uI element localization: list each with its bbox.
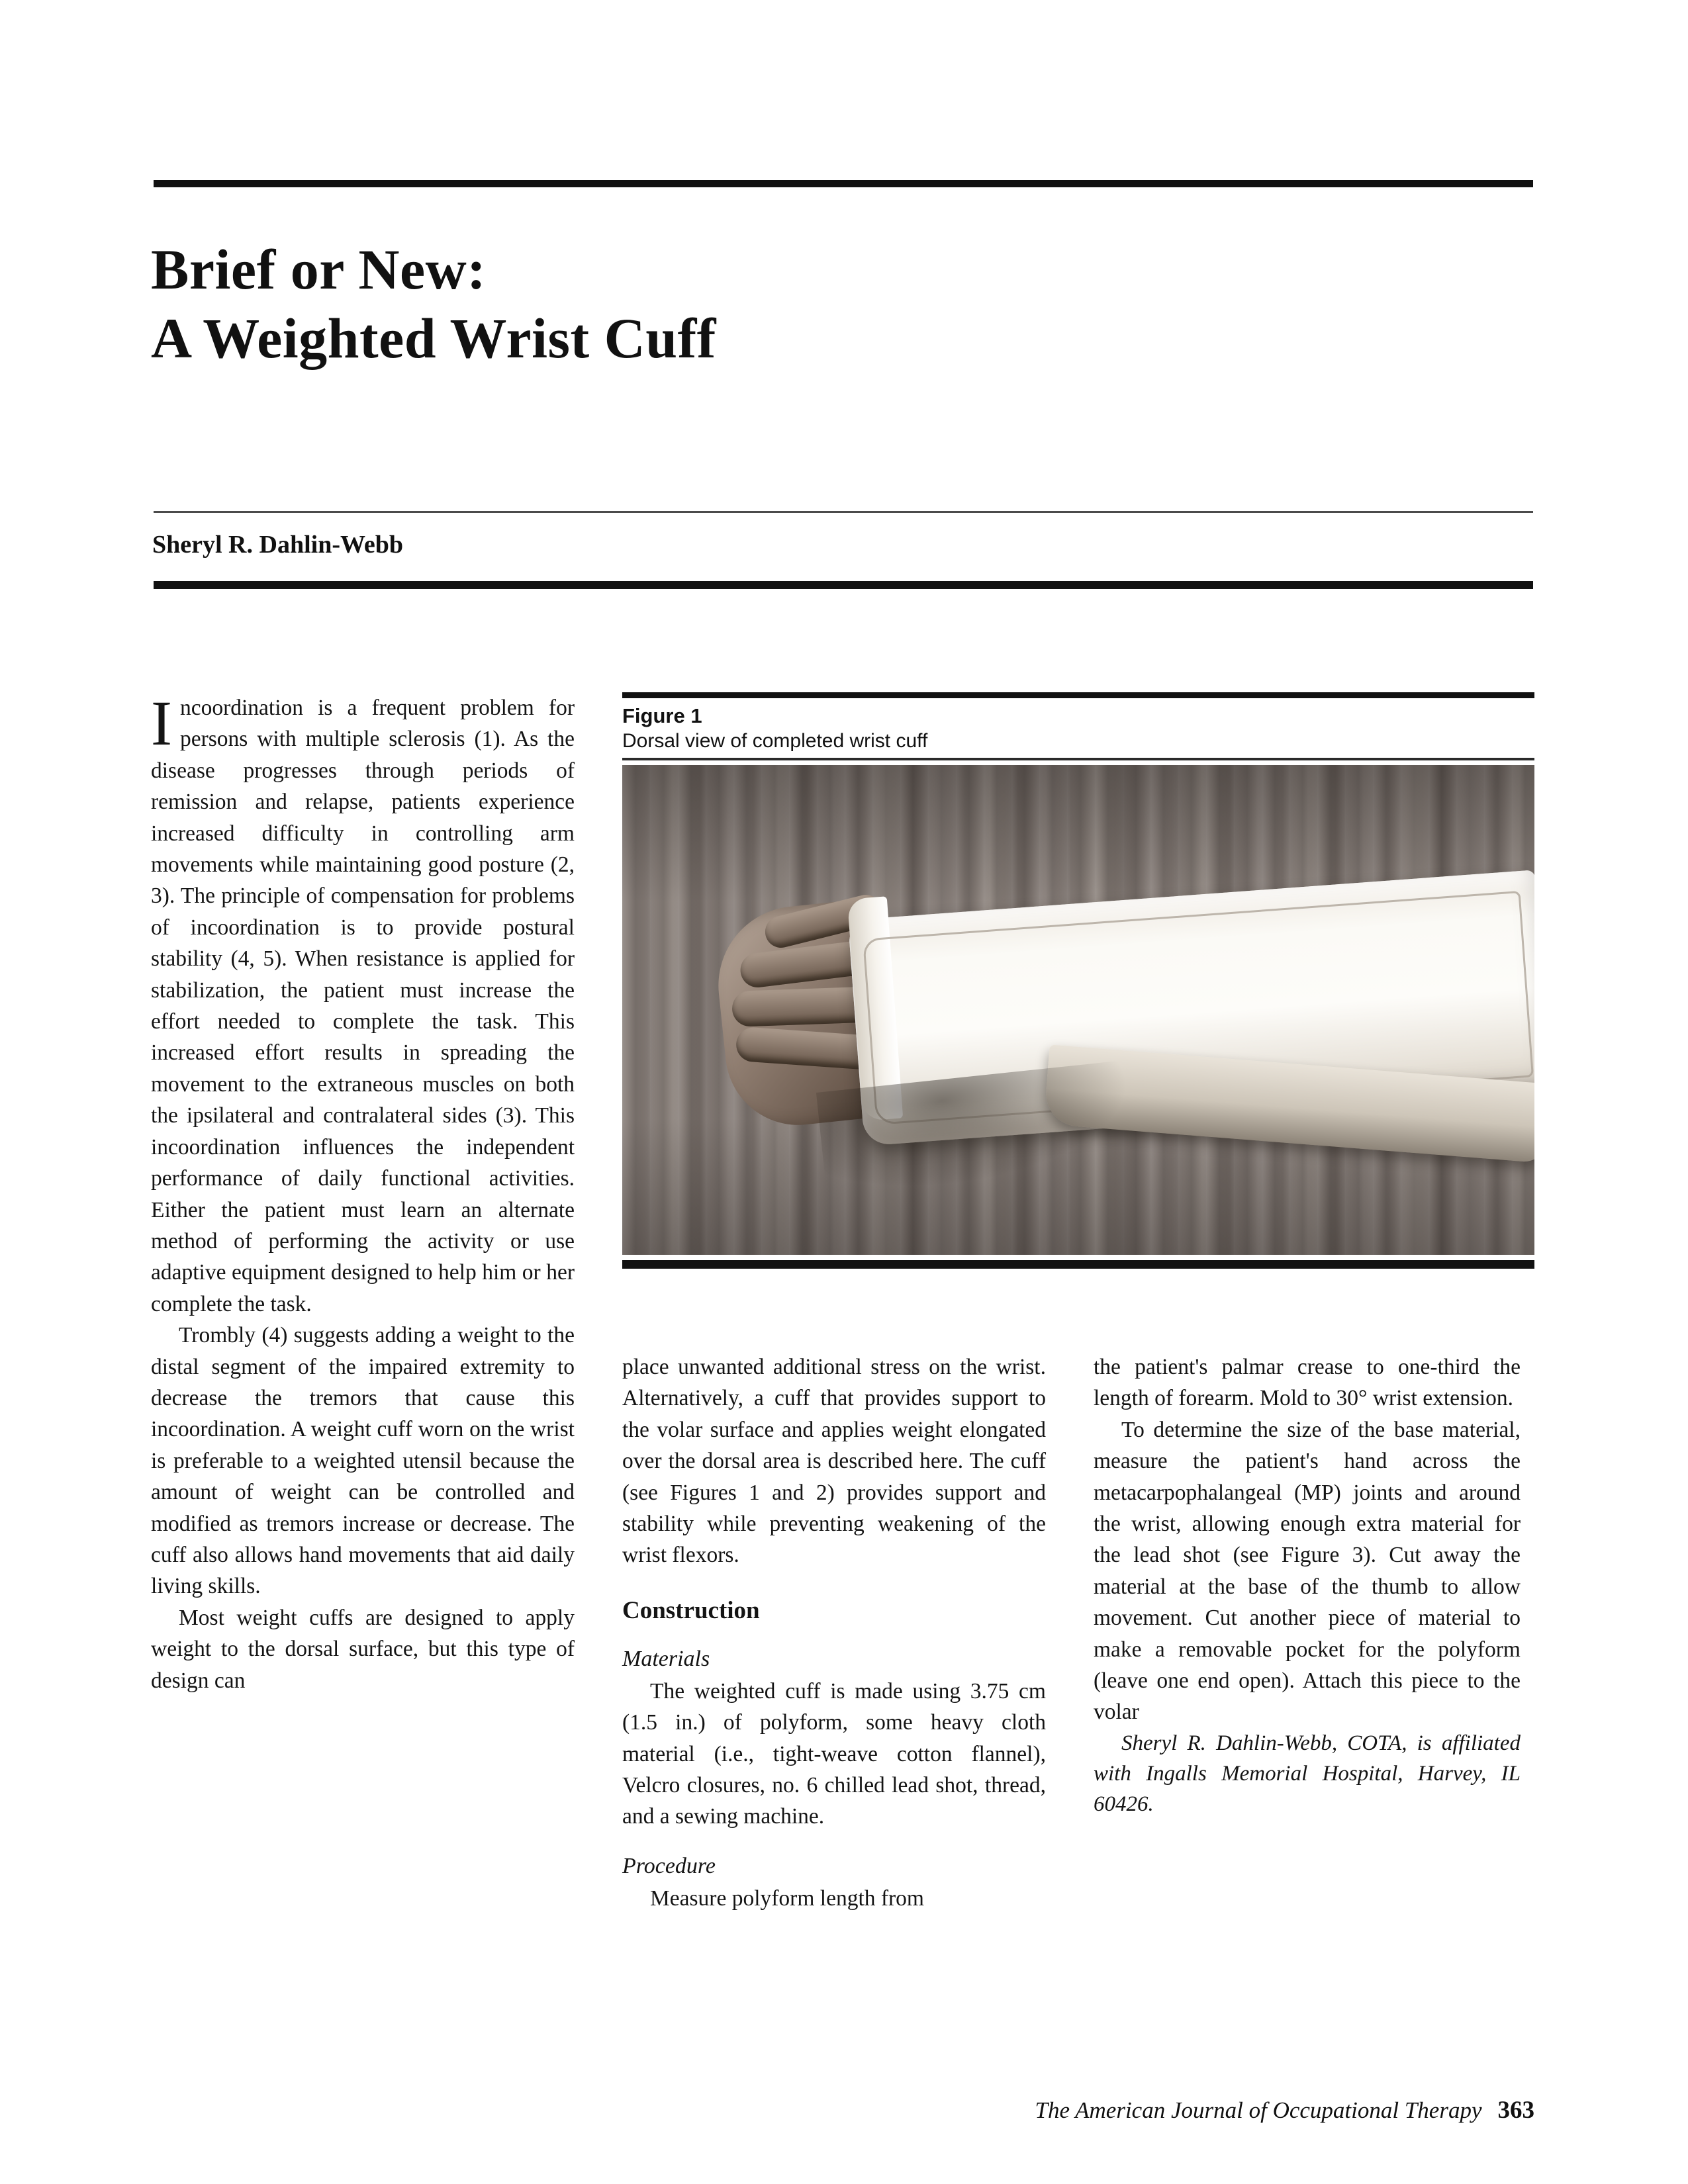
- paragraph-trombly: Trombly (4) suggests adding a weight to the distal segment of the impaired extremity to decrease the tremors that cause this incoordination. A weight cuff worn on the wrist is preferable to a weighted utensil because the amount of weight can be controlled and modified as tremors increase or decrease. The cuff also allows hand movements that aid daily living skills.: [151, 1323, 575, 1599]
- subheading-materials: Materials: [622, 1646, 710, 1671]
- footer-journal-name: The American Journal of Occupational Therapy: [1035, 2097, 1482, 2123]
- article-author: Sheryl R. Dahlin-Webb: [152, 531, 404, 559]
- figure-caption-text: Dorsal view of completed wrist cuff: [622, 730, 928, 752]
- masthead-bottom-rule: [154, 581, 1533, 589]
- subheading-procedure: Procedure: [622, 1853, 716, 1878]
- figure-caption: [622, 698, 1534, 754]
- paragraph-base-material: To determine the size of the base material, measure the patient's hand across the metacarpophalangeal (MP) joints and around the wrist, allowing enough extra material for the lead shot (see Figure 3). Cut away the material at the base of the thumb to allow movement. Cut another piece of material to make a removable pocket for the polyform (leave one end open). Attach this piece to the volar: [1094, 1417, 1521, 1725]
- section-heading-construction: Construction: [622, 1596, 760, 1624]
- figure-1: [622, 692, 1534, 1269]
- paragraph-most-weight-cuffs: Most weight cuffs are designed to apply weight to the dorsal surface, but this type of design can: [151, 1605, 575, 1693]
- paragraph-procedure: Measure polyform length from: [650, 1886, 924, 1911]
- paragraph-palmar-crease: the patient's palmar crease to one-third the length of forearm. Mold to 30° wrist extension.: [1094, 1355, 1521, 1411]
- paragraph-intro-text: ncoordination is a frequent problem for persons with multiple sclerosis (1). As the disease progresses through periods of remission and relapse, patients experience increased difficulty in controlling arm movements while maintaining good posture (2, 3). The principle of compensation for problems of incoordination is to provide postural stability (4, 5). When resistance is applied for stabilization, the patient must increase the effort needed to complete the task. This increased effort results in spreading the movement to the extraneous muscles on both the ipsilateral and contralateral sides (3). This incoordination influences the independent performance of daily functional activities. Either the patient must learn an alternate method of performing the activity or use adaptive equipment designed to help him or her complete the task.: [151, 696, 575, 1316]
- footer-page-number: 363: [1497, 2097, 1534, 2124]
- page-title: [151, 235, 1534, 373]
- author-affiliation-note: Sheryl R. Dahlin-Webb, COTA, is affiliated with Ingalls Memorial Hospital, Harvey, IL 60426.: [1094, 1731, 1521, 1816]
- figure-top-rule: [622, 692, 1534, 698]
- article-title-line-2: A Weighted Wrist Cuff: [151, 306, 716, 370]
- body-column-middle: [622, 1351, 1046, 1914]
- body-column-right: [1094, 1351, 1521, 1819]
- paragraph-materials: The weighted cuff is made using 3.75 cm (1.5 in.) of polyform, some heavy cloth material (i.e., tight-weave cotton flannel), Velcro closures, no. 6 chilled lead shot, thread, and a sewing machine.: [622, 1678, 1046, 1829]
- figure-number-label: Figure 1: [622, 704, 702, 727]
- figure-caption-rule: [622, 758, 1534, 760]
- paragraph-place-unwanted: place unwanted additional stress on the wrist. Alternatively, a cuff that provides support to the volar surface and applies weight elongated over the dorsal area is described here. The cuff (see Figures 1 and 2) provides support and stability while preventing weakening of the wrist flexors.: [622, 1355, 1046, 1568]
- page-footer: [151, 2097, 1534, 2124]
- author-top-rule: [154, 511, 1533, 513]
- body-column-left: [151, 688, 575, 1696]
- article-title-line-1: Brief or New:: [151, 238, 487, 301]
- figure-photograph: [622, 765, 1534, 1255]
- figure-bottom-rule: [622, 1260, 1534, 1269]
- paragraph-intro: [151, 688, 575, 1320]
- drop-cap: I: [151, 688, 172, 758]
- masthead-top-rule: [154, 180, 1533, 187]
